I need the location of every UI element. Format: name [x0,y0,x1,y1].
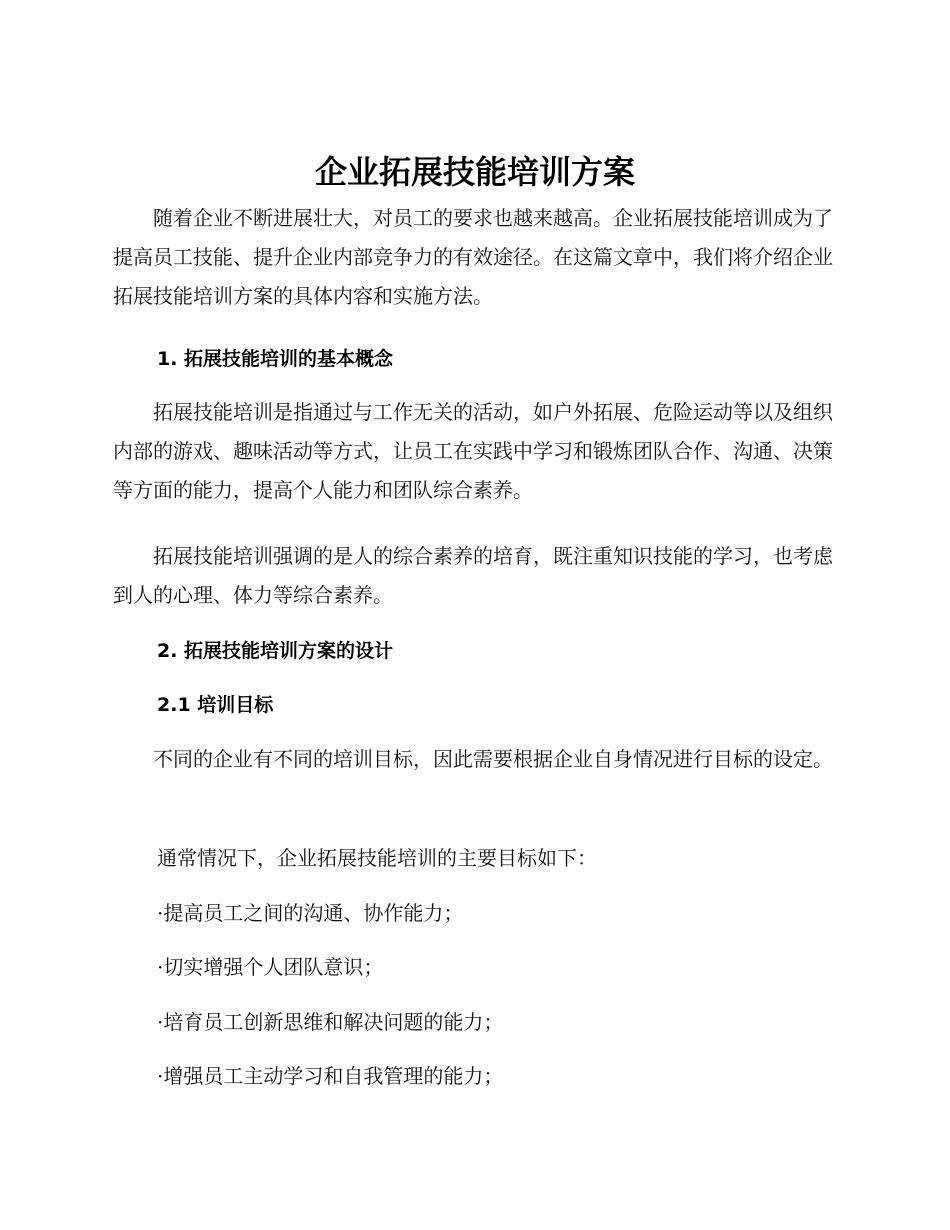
goals-lead-text: 通常情况下，企业拓展技能培训的主要目标如下： [157,846,597,870]
section-1-paragraph-1: 拓展技能培训是指通过与工作无关的活动，如户外拓展、危险运动等以及组织内部的游戏、趣味活动等方式，让员工在实践中学习和锻炼团队合作、沟通、决策等方面的能力，提高个人能力和团队综合素养。 [113,400,833,502]
list-item-text: 培育员工创新思维和解决问题的能力； [163,1010,504,1034]
intro-paragraph: 随着企业不断进展壮大，对员工的要求也越来越高。企业拓展技能培训成为了提高员工技能、提升企业内部竞争力的有效途径。在这篇文章中，我们将介绍企业拓展技能培训方案的具体内容和实施方法。 [113,206,833,308]
list-item [157,1061,837,1091]
section-1-paragraph-2: 拓展技能培训强调的是人的综合素养的培育，既注重知识技能的学习，也考虑到人的心理、体力等综合素养。 [113,544,833,607]
list-item-text: 提高员工之间的沟通、协作能力； [163,901,464,925]
document-title: 企业拓展技能培训方案 [314,153,635,191]
bullet-mark: · [157,901,164,925]
bullet-mark: · [157,1064,164,1088]
bullet-mark: · [157,1010,164,1034]
bullet-mark: · [157,955,164,979]
list-item [157,1007,837,1037]
list-item-text: 增强员工主动学习和自我管理的能力； [163,1064,504,1088]
list-item-text: 切实增强个人团队意识； [163,955,384,979]
subsection-2-1-paragraph: 不同的企业有不同的培训目标，因此需要根据企业自身情况进行目标的设定。 [153,747,833,771]
subsection-2-1-heading: 2.1 培训目标 [157,694,274,716]
list-item [157,898,837,928]
section-2-heading: 2. 拓展技能培训方案的设计 [157,640,394,662]
list-item [157,952,837,982]
section-1-heading: 1. 拓展技能培训的基本概念 [157,348,394,370]
